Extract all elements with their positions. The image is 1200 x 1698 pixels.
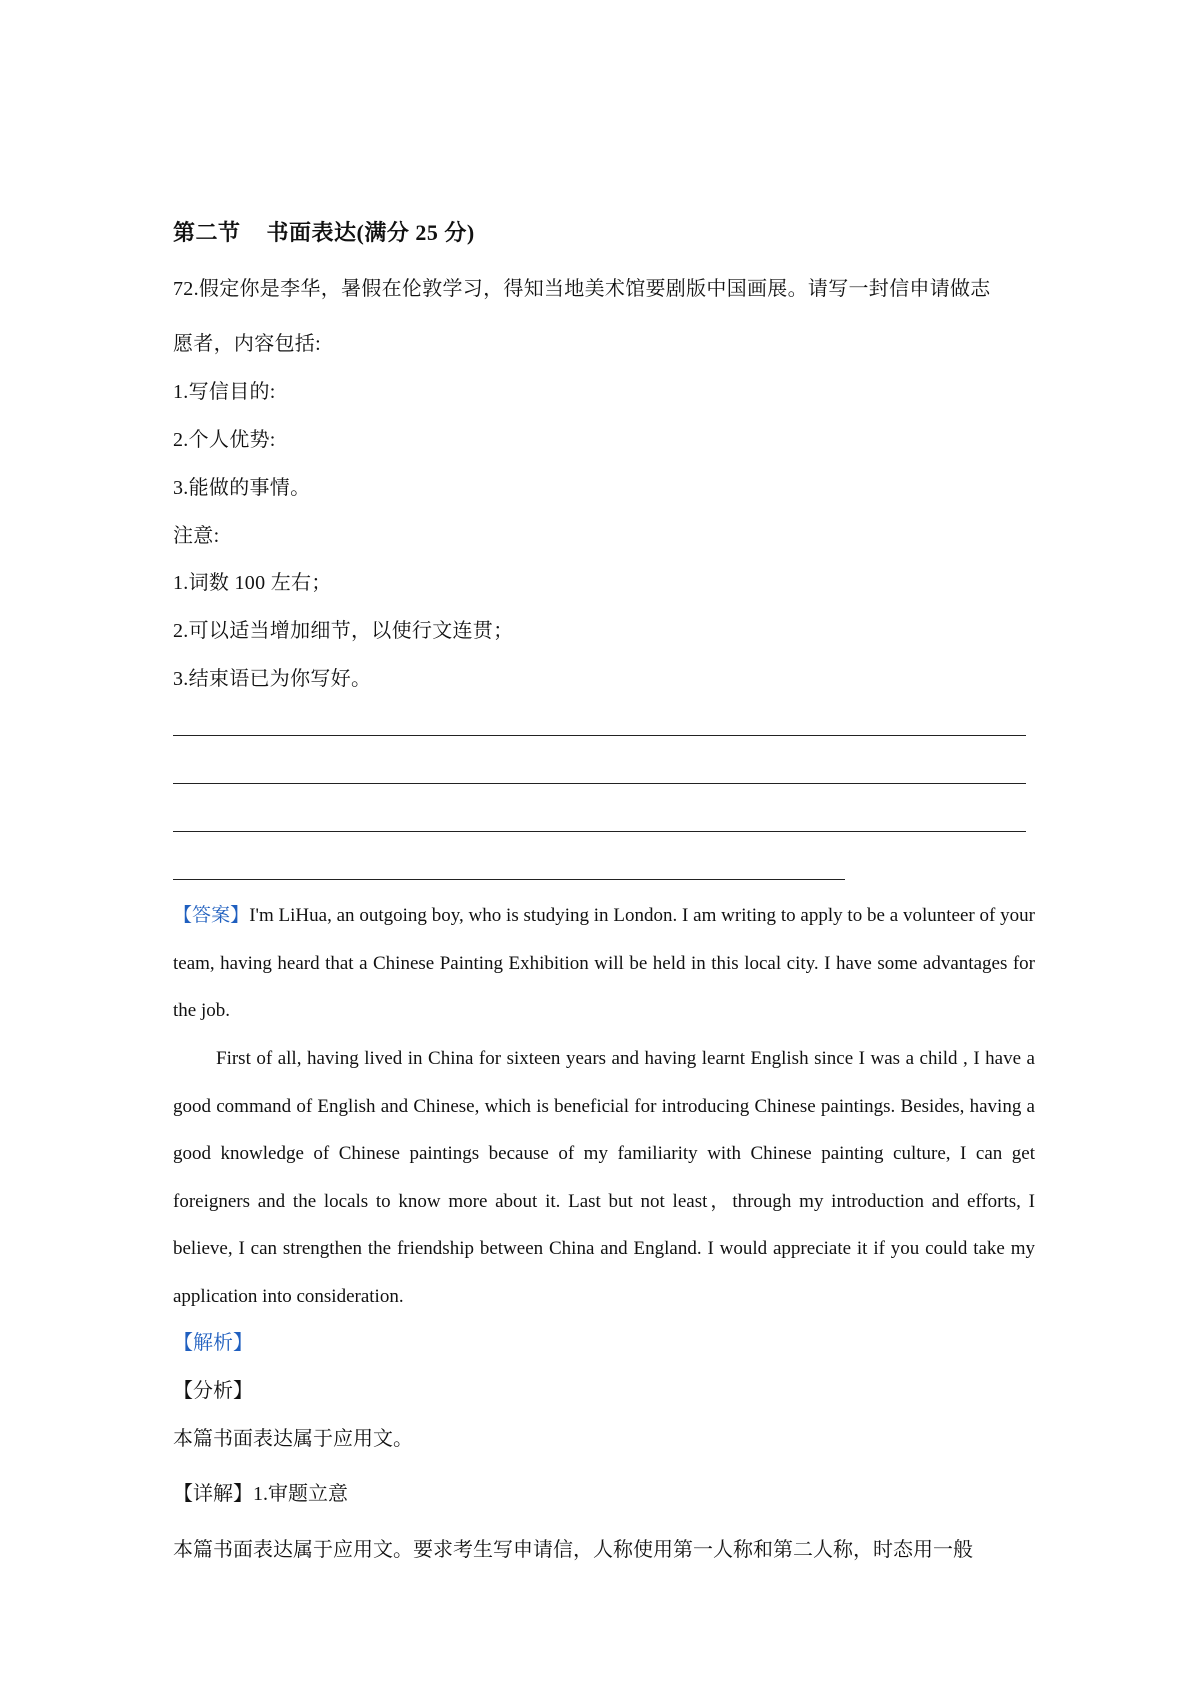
detail-heading: 1.审题立意: [253, 1483, 348, 1505]
analysis-text-1: 本篇书面表达属于应用文。: [173, 1428, 413, 1450]
analysis-label: 【解析】: [173, 1332, 253, 1354]
analysis-sub-label: 【分析】: [173, 1380, 253, 1402]
section-title: [173, 220, 475, 246]
detail-line: [173, 1481, 348, 1507]
requirement-item-3: 3.能做的事情。: [173, 477, 311, 499]
answer-label: 【答案】: [173, 905, 250, 926]
answer-text-1: I'm LiHua, an outgoing boy, who is studying in London. I am writing to apply to be a volunteer of your team, having heard that a Chinese Painting Exhibition will be held in this local city. I have some advantages for the job.: [173, 905, 1035, 1021]
detail-label: 【详解】: [173, 1483, 253, 1505]
answer-blank-line-1: [173, 735, 1026, 736]
answer-blank-line-4: [173, 879, 845, 880]
question-line-1: 72.假定你是李华，暑假在伦敦学习，得知当地美术馆要剧版中国画展。请写一封信申请做志: [173, 278, 991, 300]
section-number: 第二节: [173, 220, 241, 245]
note-item-2: 2.可以适当增加细节，以使行文连贯；: [173, 620, 514, 642]
analysis-text-2: 本篇书面表达属于应用文。要求考生写申请信，人称使用第一人称和第二人称，时态用一般: [173, 1539, 973, 1561]
requirement-item-1: 1.写信目的:: [173, 381, 276, 403]
notes-heading: 注意:: [173, 525, 220, 547]
requirement-item-2: 2.个人优势:: [173, 429, 276, 451]
answer-blank-line-2: [173, 783, 1026, 784]
question-line-2: 愿者，内容包括:: [173, 333, 321, 355]
note-item-1: 1.词数 100 左右；: [173, 572, 332, 594]
section-heading: 书面表达(满分 25 分): [266, 220, 475, 245]
note-item-3: 3.结束语已为你写好。: [173, 668, 372, 690]
answer-paragraph-2: First of all, having lived in China for sixteen years and having learnt English since I was a child , I have a good command of English and Chinese, which is beneficial for introducing Chinese paintings. Besides, having a good knowledge of Chinese paintings because of my familiarity with Chinese painting culture, I can get foreigners and the locals to know more about it. Last but not least，through my introduction and efforts, I believe, I can strengthen the friendship between China and England. I would appreciate it if you could take my application into consideration.: [173, 1048, 1035, 1307]
answer-blank-line-3: [173, 831, 1026, 832]
answer-paragraph-1: [173, 892, 1035, 1035]
